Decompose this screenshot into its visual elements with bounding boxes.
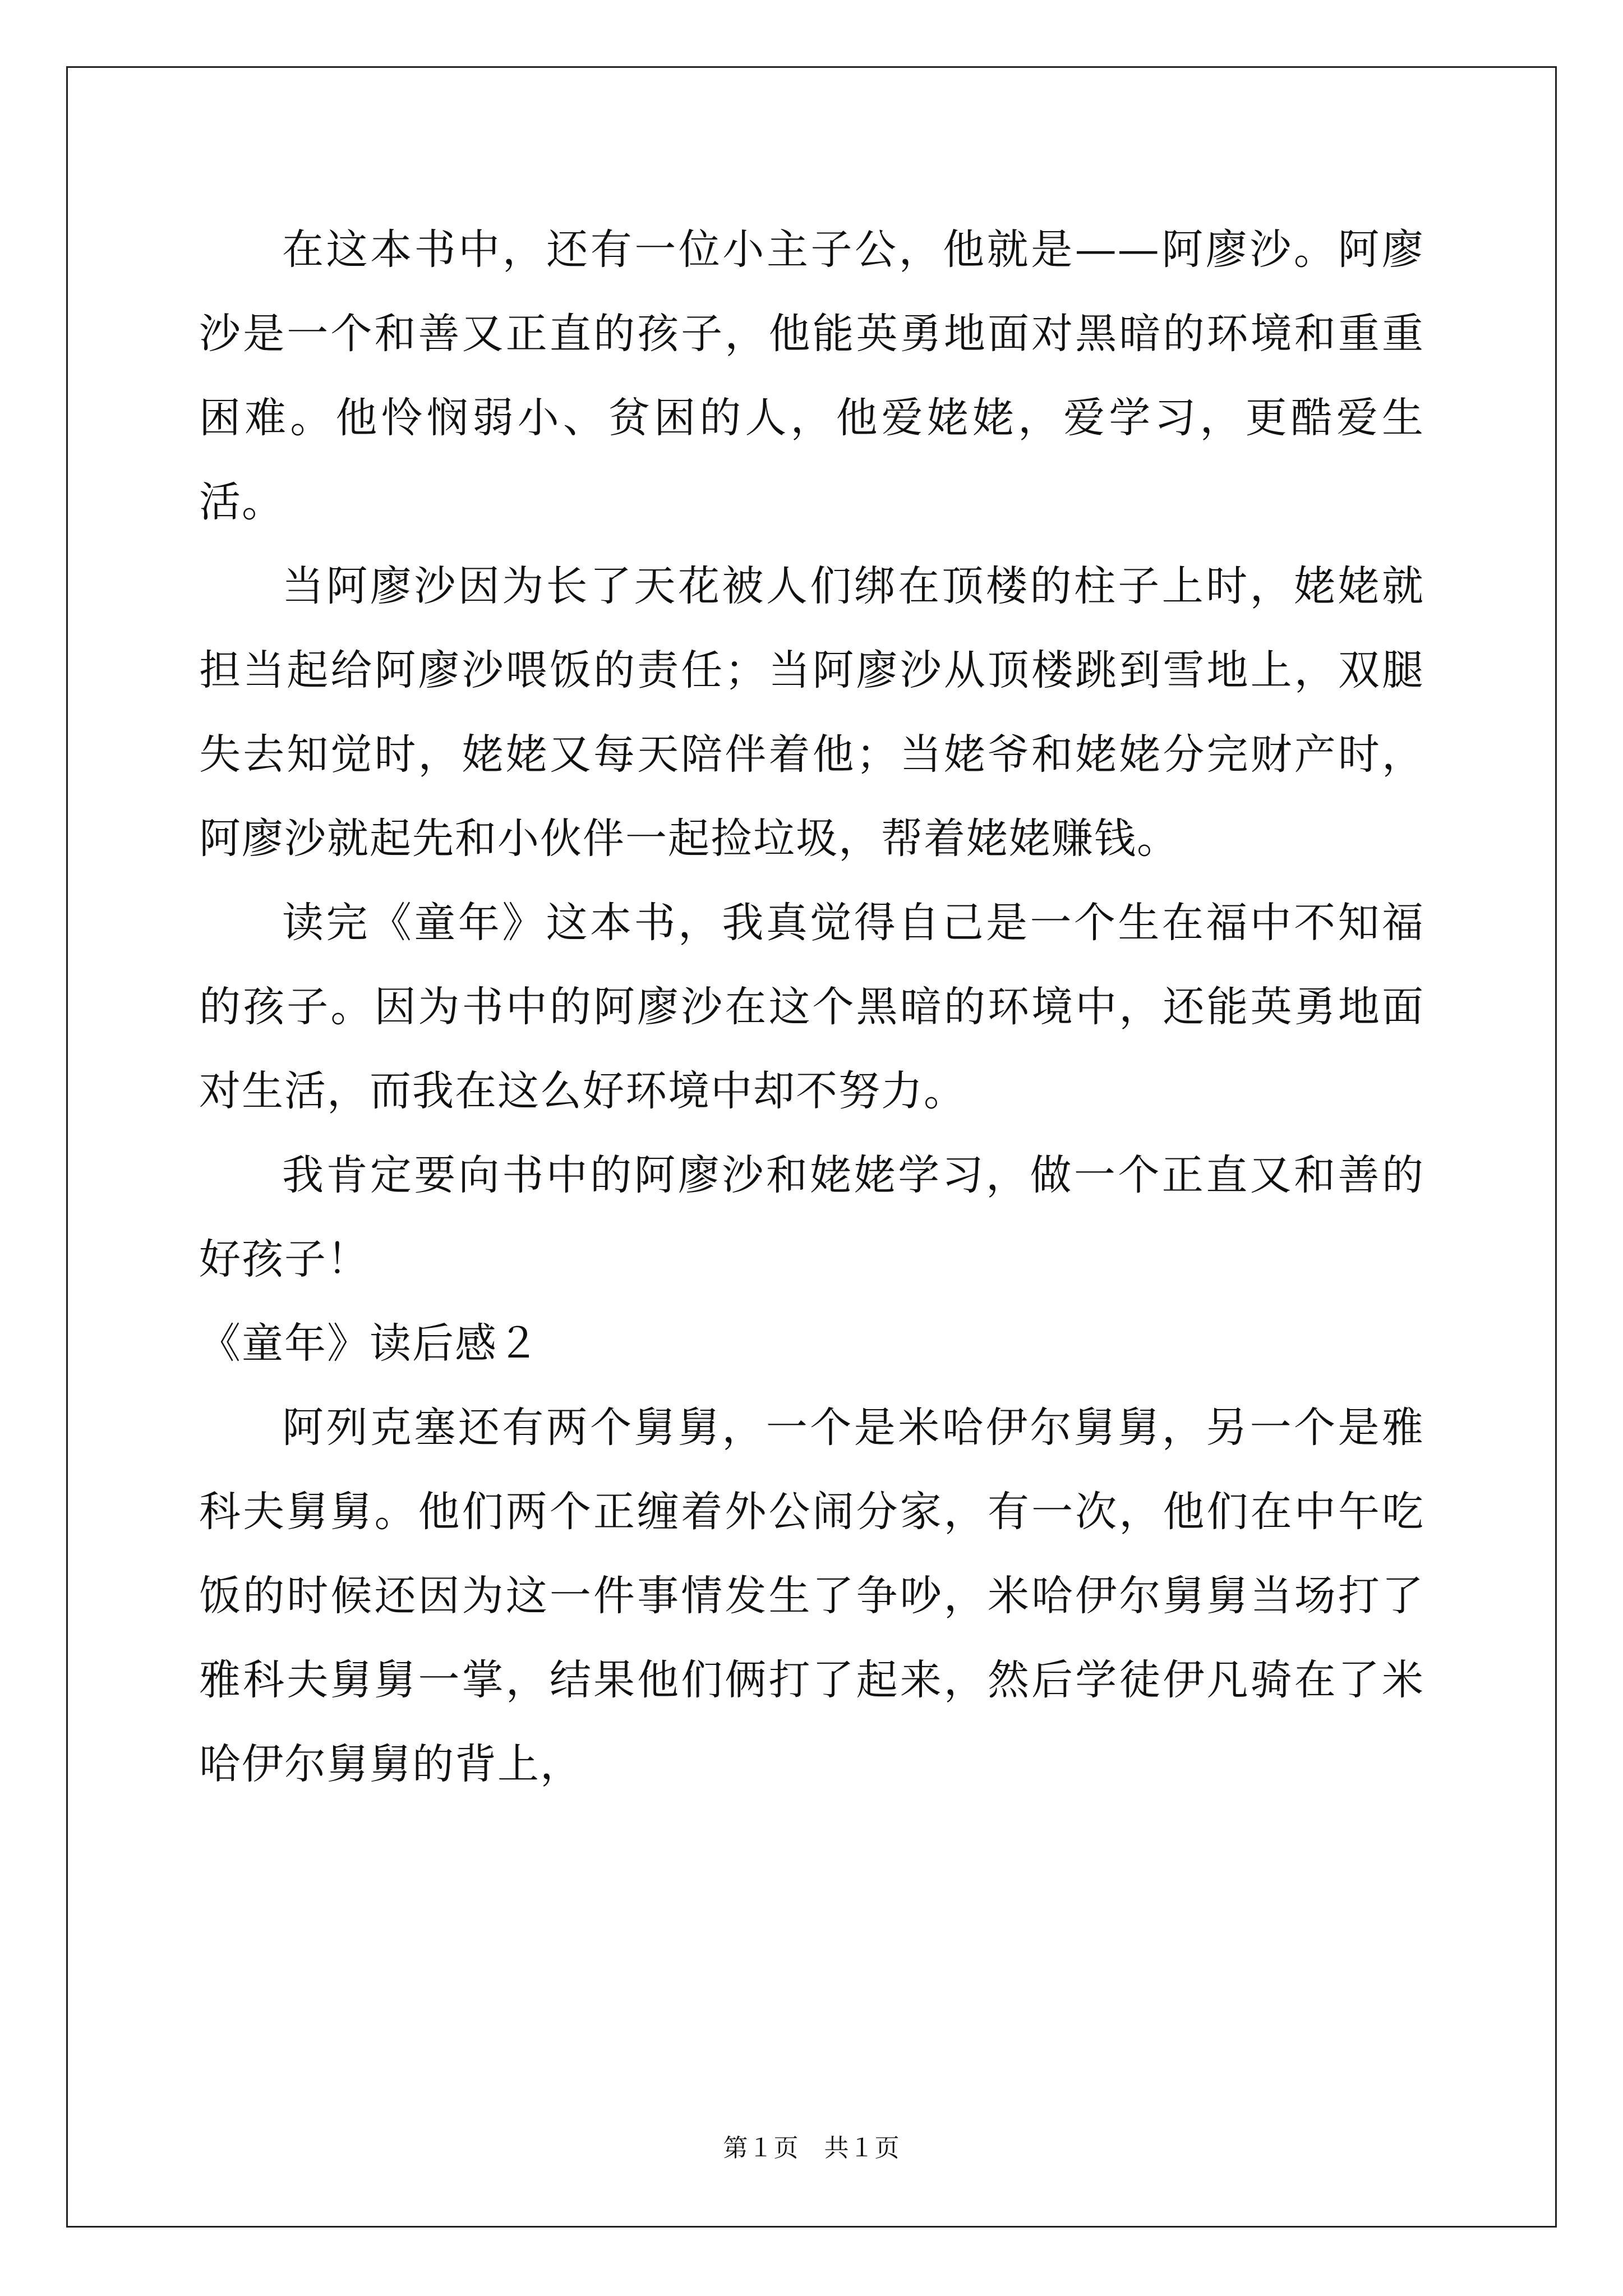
paragraph: 当阿廖沙因为长了天花被人们绑在顶楼的柱子上时，姥姥就担当起给阿廖沙喂饭的责任；当阿廖沙从顶楼跳到雪地上，双腿失去知觉时，姥姥又每天陪伴着他；当姥爷和姥姥分完财产时，阿廖沙就起先和小伙伴一起捡垃圾，帮着姥姥赚钱。 xyxy=(199,562,1424,863)
paragraph: 读完《童年》这本书，我真觉得自己是一个生在福中不知福的孩子。因为书中的阿廖沙在这个黑暗的环境中，还能英勇地面对生活，而我在这么好环境中却不努力。 xyxy=(199,899,1424,1115)
section-heading: 《童年》读后感２ xyxy=(199,1319,540,1368)
document-body xyxy=(199,208,1424,1806)
paragraph: 我肯定要向书中的阿廖沙和姥姥学习，做一个正直又和善的好孩子！ xyxy=(199,1151,1424,1283)
page-footer: 第１页 共１页 xyxy=(723,2134,900,2162)
paragraph: 在这本书中，还有一位小主子公，他就是——阿廖沙。阿廖沙是一个和善又正直的孩子，他能英勇地面对黑暗的环境和重重困难。他怜悯弱小、贫困的人，他爱姥姥，爱学习，更酷爱生活。 xyxy=(199,226,1424,526)
paragraph: 阿列克塞还有两个舅舅，一个是米哈伊尔舅舅，另一个是雅科夫舅舅。他们两个正缠着外公闹分家，有一次，他们在中午吃饭的时候还因为这一件事情发生了争吵，米哈伊尔舅舅当场打了雅科夫舅舅一掌，结果他们俩打了起来，然后学徒伊凡骑在了米哈伊尔舅舅的背上， xyxy=(199,1404,1424,1788)
